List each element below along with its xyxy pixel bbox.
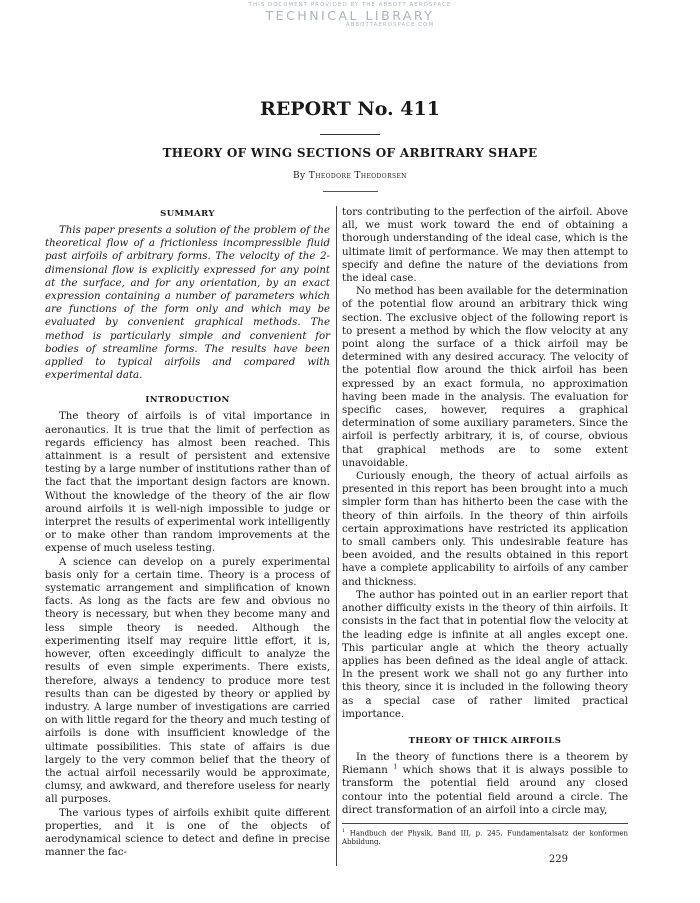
summary-text: This paper presents a solution of the problem of the theoretical flow of a frictionless incompressible fluid past airfoils of arbitrary forms. The velocity of the 2-dimensional flow is explicitly expressed for any point at the surface, and for any orientation, by an exact expression containing a number of parameters which are functions of the form only and which may be evaluated by convenient graphical methods. The method is particularly simple and convenient for bodies of streamline forms. The results have been applied to typical airfoils and compared with experimental data. bbox=[45, 225, 330, 382]
author-name: Theodore Theodorsen bbox=[308, 171, 407, 181]
right-paragraph-3: Curiously enough, the theory of actual airfoils as presented in this report has been brought into a much simpler form than has hitherto been the case with the theory of thin airfoils. In the theory of thin airfoils certain approximations have restricted its application to small cambers only. This undesirable feature has been avoided, and the results obtained in this report have a complete applicability to airfoils of any camber and thickness. bbox=[342, 471, 628, 588]
thick-airfoils-paragraph bbox=[342, 751, 628, 817]
byline bbox=[0, 170, 700, 182]
watermark-top-line: THIS DOCUMENT PROVIDED BY THE ABBOTT AEROSPACE bbox=[248, 2, 452, 8]
thick-para-end: which shows that it is always possible to transform the potential field around any closed contour into the potential field around a circle. The direct transformation of an airfoil into a circle may, bbox=[342, 765, 628, 816]
intro-paragraph-2: A science can develop on a purely experimental basis only for a certain time. Theory is a process of systematic arrangement and simplification of known facts. As long as the facts are few and obvious no theory is necessary, but when they become many and less simple theory is needed. Although the experimenting itself may require little effort, it is, however, often exceedingly difficult to analyze the results of even simple experiments. There exists, therefore, always a tendency to produce more test results than can be digested by theory or applied by industry. A large number of investigations are carried on with little regard for the theory and much testing of airfoils is done with insufficient knowledge of the ultimate possibilities. This state of affairs is due largely to the very common belief that the theory of the actual airfoil necessarily would be approximate, clumsy, and awkward, and therefore useless for nearly all purposes. bbox=[45, 556, 330, 806]
footnote-block bbox=[342, 823, 628, 847]
watermark bbox=[0, 2, 700, 29]
header bbox=[0, 96, 700, 192]
paper-title: THEORY OF WING SECTIONS OF ARBITRARY SHAPE bbox=[162, 146, 538, 160]
intro-paragraph-1: The theory of airfoils is of vital importance in aeronautics. It is true that the limit of perfection as regards efficiency has almost been reached. This attainment is a result of persistent and extensive testing by a large number of institutions rather than of the fact that the important design factors are known. Without the knowledge of the theory of the air flow around airfoils it is well-nigh impossible to judge or interpret the results of experimental work intelligently or to make other than random improvements at the expense of much useless testing. bbox=[45, 411, 330, 555]
summary-heading: SUMMARY bbox=[160, 209, 215, 219]
watermark-url: ABBOTTAEROSPACE.COM bbox=[345, 22, 435, 28]
intro-paragraph-3: The various types of airfoils exhibit quite different properties, and it is one of the objects of aerodynamical science to detect and define in precise manner the fac- bbox=[45, 807, 330, 859]
footnote-reference[interactable]: 1 bbox=[393, 763, 398, 771]
thick-para-start: In the theory of functions there is a theorem by Riemann bbox=[342, 751, 628, 777]
introduction-heading: INTRODUCTION bbox=[145, 395, 230, 406]
watermark-title: TECHNICAL LIBRARY bbox=[265, 8, 435, 23]
page-number: 229 bbox=[548, 854, 568, 866]
footnote bbox=[342, 827, 628, 847]
thick-airfoils-heading: THEORY OF THICK AIRFOILS bbox=[408, 735, 562, 746]
title-rule bbox=[320, 134, 380, 135]
footnote-marker: 1 bbox=[342, 827, 346, 834]
right-paragraph-4: The author has pointed out in an earlier report that another difficulty exists in the theory of thin airfoils. It consists in the fact that in potential flow the velocity at the leading edge is infinite at all angles except one. This particular angle at which the theory actually applies has been defined as the ideal angle of attack. In the present work we shall not go any further into this theory, since it is included in the following theory as a special case of rather limited practical importance. bbox=[342, 589, 628, 720]
byline-prefix: By bbox=[293, 171, 306, 181]
right-column bbox=[342, 206, 628, 866]
body-columns bbox=[45, 206, 628, 866]
byline-rule bbox=[323, 191, 378, 192]
right-paragraph-2: No method has been available for the determination of the potential flow around an arbitrary thick wing section. The exclusive object of the following report is to present a method by which the flow velocity at any point along the surface of a thick airfoil may be determined with any desired accuracy. The velocity of the potential flow around the thick airfoil has been expressed by an exact formula, no approximation having been made in the analysis. The evaluation for specific cases, however, requires a graphical determination of some auxiliary parameters. Since the airfoil is perfectly arbitrary, it is, of course, obvious that graphical methods are to some extent unavoidable. bbox=[342, 286, 628, 469]
footnote-text: Handbuch der Physik, Band III, p. 245, Fundamentalsatz der konformen Abbildung. bbox=[342, 829, 628, 847]
left-column bbox=[45, 206, 337, 866]
report-number: REPORT No. 411 bbox=[260, 98, 440, 120]
right-paragraph-1: tors contributing to the perfection of the airfoil. Above all, we must work toward the end of obtaining a thorough understanding of the ideal case, which is the ultimate limit of performance. We may then attempt to specify and define the nature of the deviations from the ideal case. bbox=[342, 207, 628, 285]
